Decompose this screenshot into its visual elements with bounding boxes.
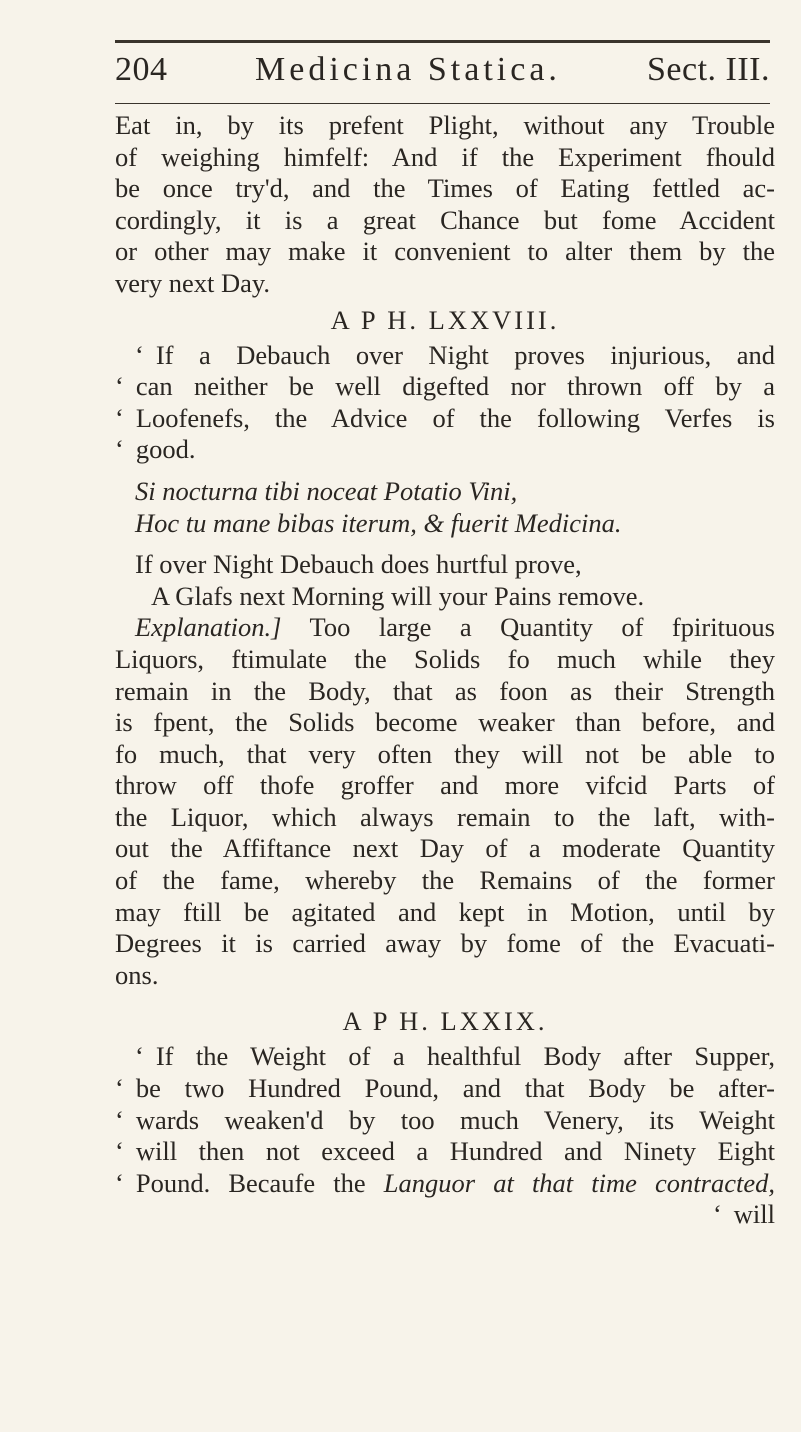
text-line: Liquors, ftimulate the Solids fo much while they xyxy=(115,643,775,674)
text-line: remain in the Body, that as foon as their Strength xyxy=(115,675,775,706)
quote-mark: ‘ xyxy=(115,1136,124,1167)
quoted-text: Loofenefs, the Advice of the following Verfes is xyxy=(135,402,775,433)
text-line: be once try'd, and the Times of Eating fettled ac- xyxy=(115,173,775,204)
text-line: out the Affiftance next Day of a moderate Quantity xyxy=(115,833,775,864)
quoted-line xyxy=(115,1136,775,1168)
quoted-text: If a Debauch over Night proves injurious, and xyxy=(155,339,775,370)
explanation-first-line xyxy=(115,612,775,644)
quoted-text: good. xyxy=(135,434,196,465)
latin-verse-line: Si nocturna tibi noceat Potatio Vini, xyxy=(135,475,518,506)
quoted-line xyxy=(115,403,775,435)
running-head xyxy=(115,46,770,94)
quoted-text: If the Weight of a healthful Body after Supper, xyxy=(155,1041,775,1072)
catchword-line xyxy=(115,1199,775,1231)
quoted-line xyxy=(115,1168,775,1200)
quoted-line xyxy=(115,1105,775,1137)
quoted-line xyxy=(115,434,775,466)
text-line: very next Day. xyxy=(115,267,271,298)
explanation-label: Explanation.] xyxy=(135,612,282,643)
page-body xyxy=(115,110,775,1231)
top-rule xyxy=(115,40,770,43)
text-line: or other may make it convenient to alter them by the xyxy=(115,236,775,267)
italic-phrase: Languor at that time contracted, xyxy=(383,1167,775,1198)
header-rule xyxy=(115,103,770,104)
quoted-line xyxy=(115,1073,775,1105)
english-verse-line: A Glafs next Morning will your Pains remove. xyxy=(151,580,645,611)
quote-mark: ‘ xyxy=(115,1104,124,1135)
catchword: will xyxy=(733,1199,775,1230)
page-number: 204 xyxy=(115,51,168,88)
text-line: the Liquor, which always remain to the laft, with- xyxy=(115,801,775,832)
running-title: Medicina Statica. xyxy=(255,51,561,88)
text-line: Degrees it is carried away by fome of the Evacuati- xyxy=(115,928,775,959)
english-verse-line: If over Night Debauch does hurtful prove, xyxy=(135,549,582,580)
text-line: is fpent, the Solids become weaker than before, and xyxy=(115,707,775,738)
quote-mark: ‘ xyxy=(115,1167,124,1198)
explanation-text: Too large a Quantity of fpirituous xyxy=(309,612,775,643)
text-line: may ftill be agitated and kept in Motion, until by xyxy=(115,896,775,927)
quote-mark: ‘ xyxy=(712,1199,722,1230)
quote-mark: ‘ xyxy=(115,402,124,433)
text-line: ons. xyxy=(115,959,159,990)
latin-verse-line: Hoc tu mane bibas iterum, & fuerit Medicina. xyxy=(135,507,622,538)
quote-mark: ‘ xyxy=(135,339,144,370)
text-line: of weighing himfelf: And if the Experiment fhould xyxy=(115,141,775,172)
section-label: Sect. III. xyxy=(646,51,770,88)
quoted-text: Pound. Becaufe the xyxy=(135,1167,384,1198)
quote-mark: ‘ xyxy=(115,371,124,402)
text-line: cordingly, it is a great Chance but fome Accident xyxy=(115,204,775,235)
quote-mark: ‘ xyxy=(135,1041,144,1072)
text-line: of the fame, whereby the Remains of the former xyxy=(115,865,775,896)
text-line: throw off thofe groffer and more vifcid Parts of xyxy=(115,770,775,801)
quoted-text: be two Hundred Pound, and that Body be after- xyxy=(135,1073,775,1104)
quoted-line xyxy=(115,371,775,403)
quoted-line xyxy=(115,1041,775,1073)
text-line: fo much, that very often they will not be able to xyxy=(115,738,775,769)
quoted-text: can neither be well digefted nor thrown off by a xyxy=(135,371,775,402)
quote-mark: ‘ xyxy=(115,1073,124,1104)
quoted-text: will then not exceed a Hundred and Ninety Eight xyxy=(135,1136,775,1167)
quote-mark: ‘ xyxy=(115,434,124,465)
aphorism-heading: A P H. LXXIX. xyxy=(342,1006,548,1037)
quoted-line xyxy=(115,340,775,372)
text-line: Eat in, by its prefent Plight, without any Trouble xyxy=(115,110,775,140)
quoted-text: wards weaken'd by too much Venery, its Weight xyxy=(135,1104,775,1135)
aphorism-heading: A P H. LXXVIII. xyxy=(330,304,560,335)
